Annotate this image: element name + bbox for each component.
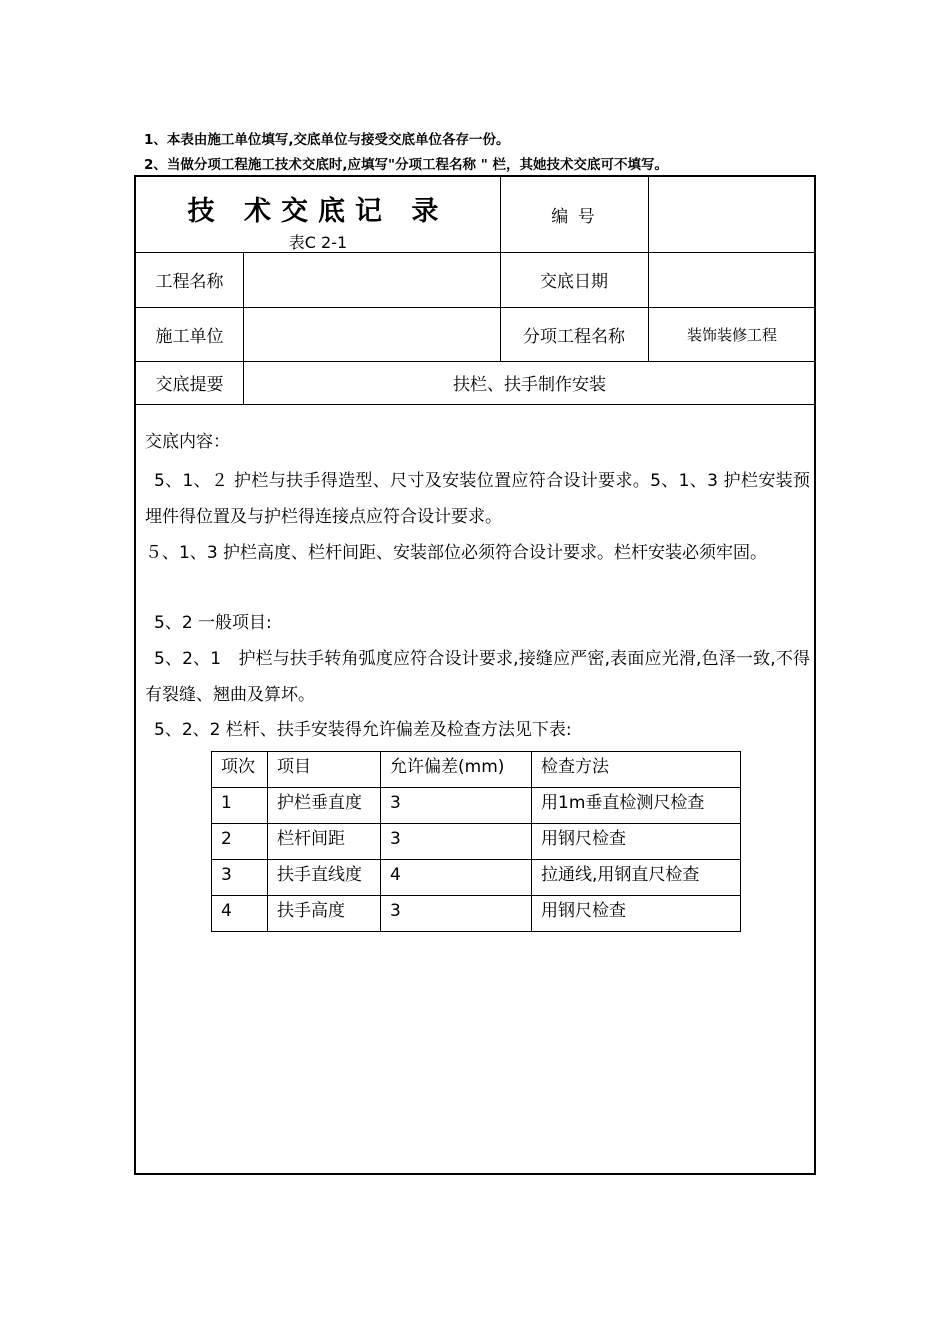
- instruction-note-1: 1、本表由施工单位填写,交底单位与接受交底单位各存一份。: [144, 132, 510, 148]
- tolerance-table: [211, 751, 741, 932]
- table-cell: 3: [381, 896, 532, 932]
- number-label: 编 号: [551, 207, 597, 227]
- table-header-cell: 允许偏差(mm): [381, 752, 532, 788]
- table-row: [212, 824, 741, 860]
- date-value: [648, 252, 816, 307]
- content-paragraph-5: 5、2、2 栏杆、扶手安装得允许偏差及检查方法见下表:: [154, 720, 572, 740]
- table-cell: 3: [381, 788, 532, 824]
- date-label: 交底日期: [540, 272, 608, 292]
- summary-label: 交底提要: [155, 375, 224, 395]
- contractor-value: [243, 307, 500, 361]
- instruction-note-2: 2、当做分项工程施工技术交底时,应填写"分项工程名称 " 栏，其她技术交底可不填写。: [144, 157, 668, 173]
- table-cell: 2: [212, 824, 268, 860]
- table-cell: 4: [212, 896, 268, 932]
- summary-value: 扶栏、扶手制作安装: [453, 375, 606, 395]
- sub-project-label: 分项工程名称: [523, 326, 625, 347]
- project-name-value: [243, 252, 500, 307]
- content-paragraph-1: 5、1、２ 护栏与扶手得造型、尺寸及安装位置应符合设计要求。5、1、3 护栏安装预埋件得位置及与护栏得连接点应符合设计要求。: [145, 471, 810, 527]
- content-paragraph-3: 5、2 一般项目:: [154, 613, 272, 633]
- content-paragraph-2: ５、1、3 护栏高度、栏杆间距、安装部位必须符合设计要求。栏杆安装必须牢固。: [145, 543, 768, 563]
- table-cell: 栏杆间距: [268, 824, 381, 860]
- table-cell: 1: [212, 788, 268, 824]
- table-header-row: [212, 752, 741, 788]
- table-cell: 扶手直线度: [268, 860, 381, 896]
- content-paragraph-4: 5、2、1 护栏与扶手转角弧度应符合设计要求,接缝应严密,表面应光滑,色泽一致,不得有裂缝、翘曲及算坏。: [145, 649, 810, 705]
- table-row: [212, 896, 741, 932]
- table-cell: 3: [381, 824, 532, 860]
- table-header-cell: 项目: [268, 752, 381, 788]
- number-value: [648, 177, 816, 252]
- table-cell: 3: [212, 860, 268, 896]
- table-header-cell: 项次: [212, 752, 268, 788]
- table-cell: 用钢尺检查: [532, 824, 741, 860]
- table-cell: 4: [381, 860, 532, 896]
- table-cell: 扶手高度: [268, 896, 381, 932]
- content-label: 交底内容：: [145, 432, 230, 452]
- table-cell: 用钢尺检查: [532, 896, 741, 932]
- form-code: 表C 2-1: [288, 233, 348, 252]
- table-row: [212, 788, 741, 824]
- technical-briefing-form: [134, 175, 816, 1175]
- row-divider: [136, 404, 814, 405]
- table-cell: 护栏垂直度: [268, 788, 381, 824]
- contractor-label: 施工单位: [155, 326, 224, 347]
- form-title: 技 术交底记 录: [187, 196, 449, 227]
- table-cell: 用1m垂直检测尺检查: [532, 788, 741, 824]
- table-cell: 拉通线,用钢直尺检查: [532, 860, 741, 896]
- table-row: [212, 860, 741, 896]
- table-header-cell: 检查方法: [532, 752, 741, 788]
- sub-project-value: 装饰装修工程: [686, 325, 777, 344]
- project-name-label: 工程名称: [155, 272, 224, 292]
